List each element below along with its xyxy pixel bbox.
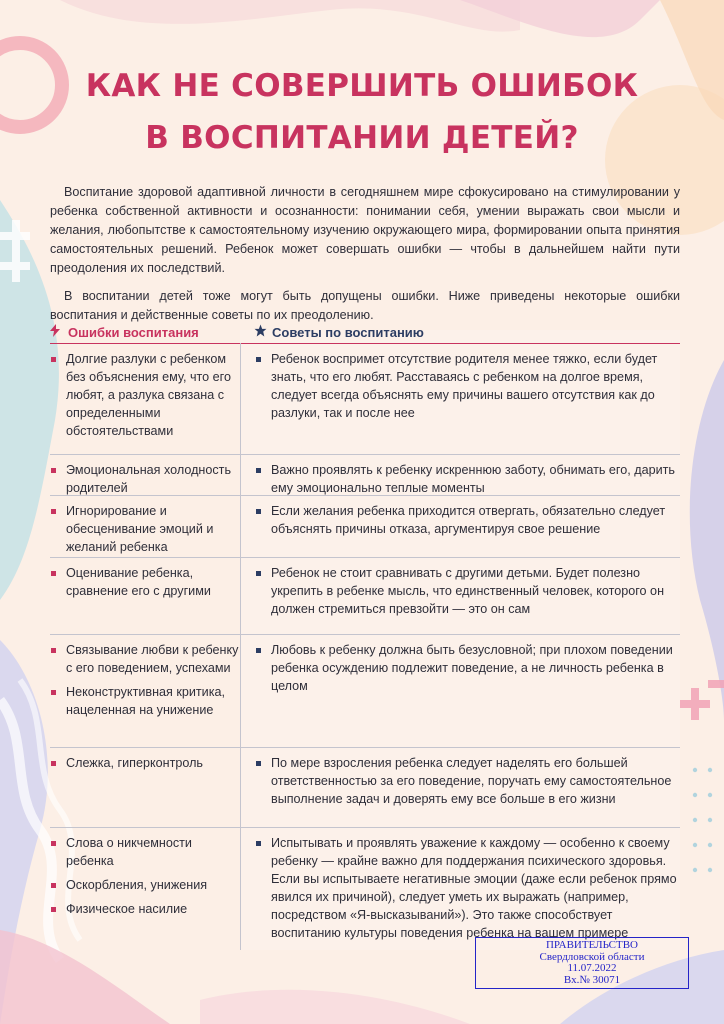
stamp-line-2: Свердловской области <box>539 950 645 963</box>
mistake-item: Слежка, гиперконтроль <box>50 754 240 772</box>
column-header-advice <box>254 324 424 340</box>
mistake-item: Оценивание ребенка, сравнение его с другими <box>50 564 240 600</box>
mistake-item: Игнорирование и обесценивание эмоций и желаний ребенка <box>50 502 240 556</box>
title-line-1: КАК НЕ СОВЕРШИТЬ ОШИБОК <box>85 68 639 104</box>
column-header-mistakes <box>50 324 199 340</box>
column-header-mistakes-label: Ошибки воспитания <box>68 324 199 340</box>
advice-item: Ребенок воспримет отсутствие родителя менее тяжко, если будет знать, что его любят. Расставаясь с ребенком на долгое время, следует всегда объяснять ему причины вашего отсутствия как до разлуки, так и после нее <box>255 350 680 422</box>
table-row <box>50 828 680 950</box>
intro-paragraph-2: В воспитании детей тоже могут быть допущены ошибки. Ниже приведены некоторые ошибки воспитания и действенные советы по их преодолению. <box>50 289 680 322</box>
table-row <box>50 496 680 558</box>
advice-item: По мере взросления ребенка следует наделять его большей ответственностью за его поведение, поручать ему самостоятельное выполнение задач и доверять ему все больше в его жизни <box>255 754 680 808</box>
advice-item: Любовь к ребенку должна быть безусловной; при плохом поведении ребенка осуждению подлежит поведение, а не личность ребенка в целом <box>255 641 680 695</box>
page-title <box>60 60 664 164</box>
advice-item: Испытывать и проявлять уважение к каждому — особенно к своему ребенку — крайне важно для поддержания психического здоровья. Если вы испытываете негативные эмоции (даже если ребенок прямо явился их причиной), следует уметь их выражать (например, посредством «Я-высказываний»). Это также способствует воспитанию культуры поведения ребенка на вашем примере <box>255 834 680 942</box>
advice-item: Важно проявлять к ребенку искреннюю заботу, обнимать его, дарить ему эмоционально теплые моменты <box>255 461 680 497</box>
registration-stamp <box>475 937 689 989</box>
table-row <box>50 344 680 455</box>
star-icon <box>254 324 268 340</box>
mistake-item: Физическое насилие <box>50 900 240 918</box>
mistake-item: Долгие разлуки с ребенком без объяснения ему, что его любят, а разлука связана с определенными обстоятельствами <box>50 350 240 440</box>
table-row <box>50 558 680 635</box>
lightning-icon <box>50 324 64 340</box>
mistake-item: Эмоциональная холодность родителей <box>50 461 240 497</box>
title-line-2: В ВОСПИТАНИИ ДЕТЕЙ? <box>145 120 579 156</box>
intro-text <box>50 183 680 325</box>
advice-item: Ребенок не стоит сравнивать с другими детьми. Будет полезно укрепить в ребенке мысль, что единственный человек, которого он должен стремиться превзойти — это он сам <box>255 564 680 618</box>
mistake-item: Оскорбления, унижения <box>50 876 240 894</box>
table-row <box>50 748 680 828</box>
stamp-line-4: Вх.№ 30071 <box>563 973 621 986</box>
column-header-advice-label: Советы по воспитанию <box>272 324 424 340</box>
mistake-item: Неконструктивная критика, нацеленная на унижение <box>50 683 240 719</box>
mistake-item: Слова о никчемности ребенка <box>50 834 240 870</box>
stamp-line-1: ПРАВИТЕЛЬСТВО <box>545 939 638 951</box>
table-row <box>50 455 680 496</box>
intro-paragraph-1: Воспитание здоровой адаптивной личности в сегодняшнем мире сфокусировано на стимулировании у ребенка собственной активности и осознанности: понимании себя, умении выражать свои мысли и желания, любопытстве к самостоятельному изучению окружающего мира, формировании опыта принятия самостоятельных решений. Ребенок может совершать ошибки — чтобы в дальнейшем найти пути преодоления их последствий. <box>50 185 680 275</box>
table-row <box>50 635 680 748</box>
stamp-line-3: 11.07.2022 <box>567 962 617 974</box>
mistake-item: Связывание любви к ребенку с его поведением, успехами <box>50 641 240 677</box>
advice-item: Если желания ребенка приходится отвергать, обязательно следует объяснять причины отказа, аргументируя свое решение <box>255 502 680 538</box>
